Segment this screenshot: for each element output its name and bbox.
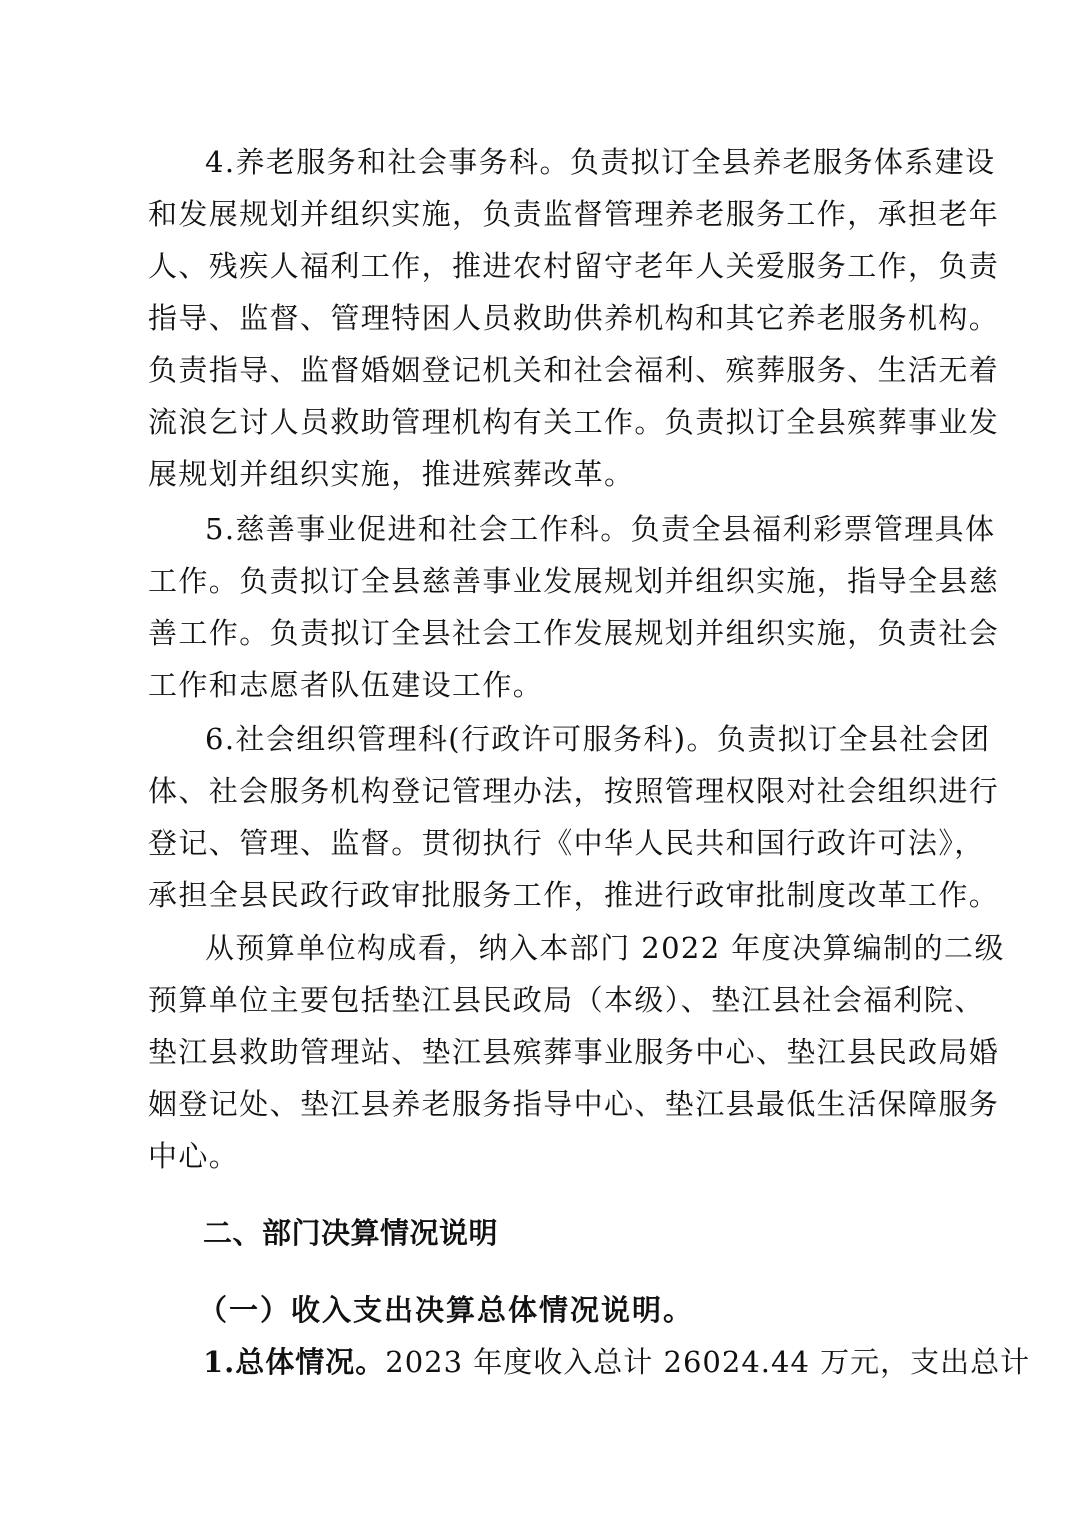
paragraph-4-line-5: 负责指导、监督婚姻登记机关和社会福利、殡葬服务、生活无着 <box>148 353 1000 387</box>
paragraph-5-line-2: 工作。负责拟订全县慈善事业发展规划并组织实施，指导全县慈 <box>148 564 1000 598</box>
paragraph-4-line-4: 指导、监督、管理特困人员救助供养机构和其它养老服务机构。 <box>148 301 1000 335</box>
paragraph-6-line-3: 登记、管理、监督。贯彻执行《中华人民共和国行政许可法》， <box>148 826 985 860</box>
paragraph-7-line-3: 垫江县救助管理站、垫江县殡葬事业服务中心、垫江县民政局婚 <box>148 1035 1000 1069</box>
paragraph-6-line-2: 体、社会服务机构登记管理办法，按照管理权限对社会组织进行 <box>148 774 1000 808</box>
section-heading: 二、部门决算情况说明 <box>203 1216 499 1250</box>
paragraph-4-line-1: 4.养老服务和社会事务科。负责拟订全县养老服务体系建设 <box>205 145 996 179</box>
paragraph-5-line-3: 善工作。负责拟订全县社会工作发展规划并组织实施，负责社会 <box>148 616 1000 650</box>
paragraph-4-line-3: 人、残疾人福利工作，推进农村留守老年人关爱服务工作，负责 <box>148 249 1000 283</box>
paragraph-6-line-4: 承担全县民政行政审批服务工作，推进行政审批制度改革工作。 <box>148 878 1000 912</box>
paragraph-7-line-2: 预算单位主要包括垫江县民政局（本级）、垫江县社会福利院、 <box>148 983 985 1017</box>
overall-paragraph <box>203 1345 1031 1379</box>
paragraph-7-line-5: 中心。 <box>148 1139 240 1173</box>
paragraph-5-line-1: 5.慈善事业促进和社会工作科。负责全县福利彩票管理具体 <box>205 512 996 546</box>
paragraph-4-line-7: 展规划并组织实施，推进殡葬改革。 <box>148 457 635 491</box>
overall-lead: 1.总体情况。 <box>203 1345 386 1379</box>
paragraph-7-line-1: 从预算单位构成看，纳入本部门 2022 年度决算编制的二级 <box>205 931 1005 965</box>
paragraph-7-line-4: 姻登记处、垫江县养老服务指导中心、垫江县最低生活保障服务 <box>148 1087 1000 1121</box>
paragraph-4-line-6: 流浪乞讨人员救助管理机构有关工作。负责拟订全县殡葬事业发 <box>148 405 1000 439</box>
overall-text: 2023 年度收入总计 26024.44 万元，支出总计 <box>385 1345 1031 1379</box>
paragraph-6-line-1: 6.社会组织管理科(行政许可服务科)。负责拟订全县社会团 <box>205 722 991 756</box>
paragraph-5-line-4: 工作和志愿者队伍建设工作。 <box>148 668 544 702</box>
sub-heading: （一）收入支出决算总体情况说明。 <box>198 1293 695 1327</box>
paragraph-4-line-2: 和发展规划并组织实施，负责监督管理养老服务工作，承担老年 <box>148 197 1000 231</box>
